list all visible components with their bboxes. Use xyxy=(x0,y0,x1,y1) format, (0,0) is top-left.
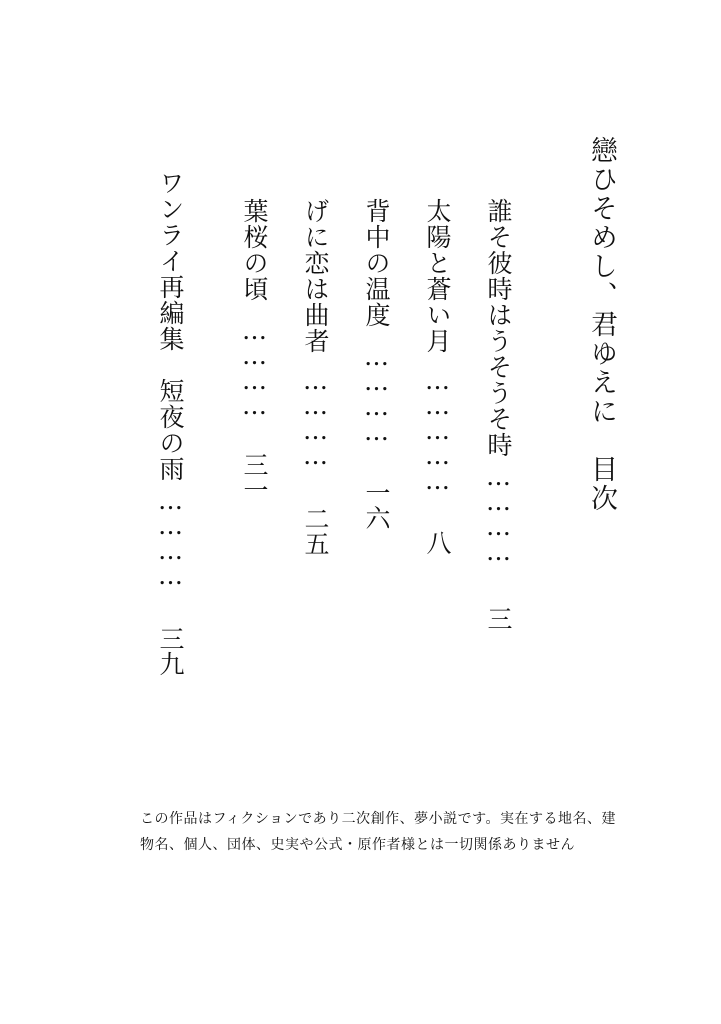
toc-entry-page: 三 xyxy=(484,606,513,631)
toc-entry-leader: ………… xyxy=(362,342,391,442)
toc-entry-leader: ………… xyxy=(301,366,330,466)
fiction-disclaimer: この作品はフィクションであり二次創作、夢小説です。実在する地名、建物名、個人、団体、史実や公式・原作者様とは一切関係ありません xyxy=(140,811,616,853)
toc-entry-page: 三一 xyxy=(240,452,269,502)
toc-entry-page: 一六 xyxy=(362,480,391,530)
toc-entry-leader: ………… xyxy=(240,316,269,416)
toc-entry-page: 三九 xyxy=(156,626,185,676)
toc-entry-title: げに恋は曲者 xyxy=(301,198,330,354)
toc-entry-leader: ………… xyxy=(484,462,513,562)
toc-entry-title: 葉桜の頃 xyxy=(240,198,269,302)
toc-title: 戀ひそめし、君ゆえに 目次 xyxy=(586,136,617,513)
toc-entry-title: 背中の温度 xyxy=(362,198,391,328)
toc-entry-page: 二五 xyxy=(301,506,330,556)
toc-entry-leader: ………… xyxy=(156,486,185,586)
toc-entry-title: ワンライ再編集 短夜の雨 xyxy=(156,170,185,482)
toc-entry-title: 太陽と蒼い月 xyxy=(423,198,452,354)
toc-entry-title: 誰そ彼時はうそうそ時 xyxy=(484,198,513,458)
toc-entry-page: 八 xyxy=(423,530,452,555)
toc-entry-leader: …………… xyxy=(423,366,452,491)
